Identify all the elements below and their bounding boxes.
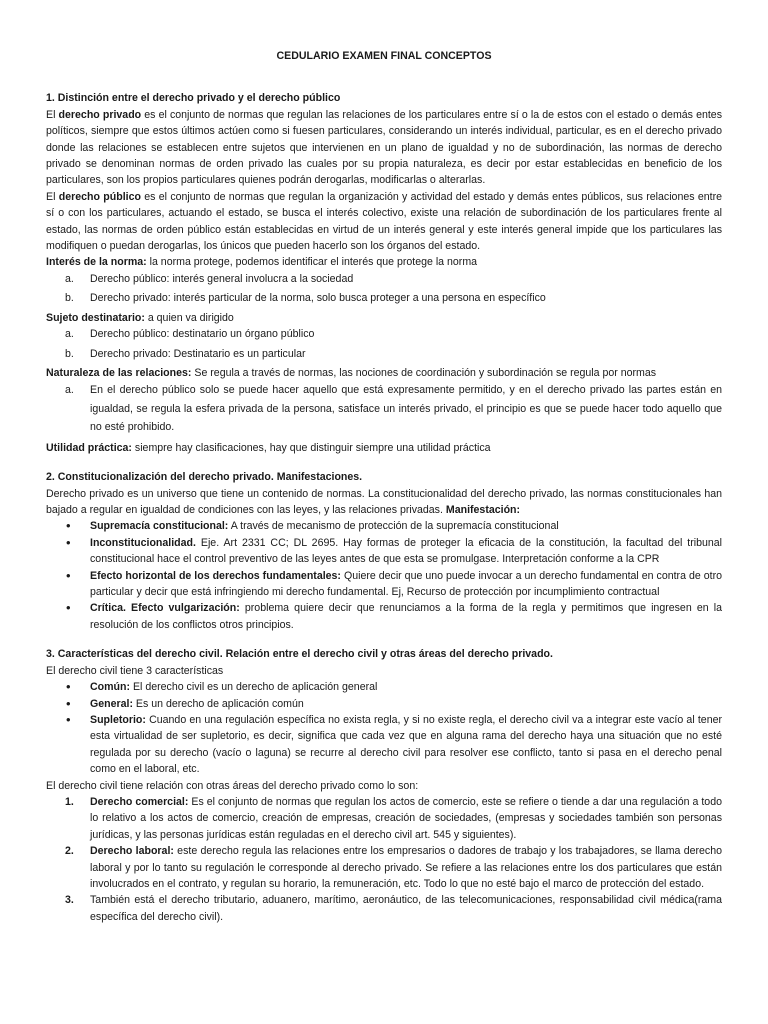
utilidad-practica: Utilidad práctica: siempre hay clasificaciones, hay que distinguir siempre una utilidad práctica bbox=[46, 441, 491, 454]
section-3-intro: El derecho civil tiene 3 características bbox=[46, 664, 224, 677]
manifestaciones-list bbox=[46, 518, 722, 633]
list-item: 1. Derecho comercial: Es el conjunto de normas que regulan los actos de comercio, este se refiere o tiende a dar una regulación a todo lo relativo a los actos de comercio, creación de empresas, creación de sociedades, (empresas y sociedades también son personas jurídicas, y las personas jurídicas están reguladas en el derecho civil art. 545 y siguientes). bbox=[65, 795, 722, 841]
paragraph-derecho-publico: El derecho público es el conjunto de normas que regulan la organización y actividad del estado y demás entes públicos, sus relaciones entre sí o con los particulares, actuando el estado, se busca el interés colectivo, existe una relación de subordinación de los particulares frente al estado, las normas de orden público están establecidas en virtud de un interés general y este interés general impide que los particulares las modifiquen o puedan derogarlas, los únicos que pueden hacerlo son los órganos del estado. bbox=[46, 190, 722, 253]
bullet-icon: • bbox=[66, 567, 71, 583]
list-item: • Inconstitucionalidad. Eje. Art 2331 CC; DL 2695. Hay formas de proteger la eficacia de la constitución, la facultad del tribunal constitucional hace el control preventivo de las leyes antes de que esta se promulgase. Interpretación conforme a la CPR bbox=[66, 534, 722, 566]
section-1-heading: 1. Distinción entre el derecho privado y el derecho público bbox=[46, 92, 341, 105]
interes-list bbox=[46, 271, 722, 307]
bullet-icon: • bbox=[66, 679, 71, 695]
section-3-heading: 3. Características del derecho civil. Relación entre el derecho civil y otras áreas del derecho privado. bbox=[46, 648, 553, 661]
list-item: a. Derecho público: interés general involucra a la sociedad bbox=[65, 272, 354, 285]
interes-norma: Interés de la norma: la norma protege, podemos identificar el interés que protege la norma bbox=[46, 256, 478, 269]
list-item: • Efecto horizontal de los derechos fundamentales: Quiere decir que uno puede invocar a un derecho fundamental en contra de otro particular y decir que está infringiendo mi derecho fundamental. Ej, Recurso de protección por incumplimiento contractual bbox=[66, 567, 722, 599]
bullet-icon: • bbox=[66, 518, 71, 534]
bullet-icon: • bbox=[66, 695, 71, 711]
relacion-list bbox=[46, 794, 722, 925]
section-1 bbox=[46, 90, 722, 456]
naturaleza-list bbox=[46, 381, 722, 437]
section-3 bbox=[46, 646, 722, 925]
section-2-intro: Derecho privado es un universo que tiene un contenido de normas. La constitucionalidad del derecho privado, las normas constitucionales han bajado a regular en igualdad de condiciones con las leyes, y las relaciones privadas. Manifestación: bbox=[46, 487, 722, 517]
list-item: • Común: El derecho civil es un derecho de aplicación general bbox=[66, 679, 378, 695]
sujeto-destinatario: Sujeto destinatario: a quien va dirigido bbox=[46, 311, 234, 324]
list-item: • Supletorio: Cuando en una regulación específica no exista regla, y si no existe regla, el derecho civil va a integrar este vacío al tener esta virtualidad de ser supletorio, es decir, significa que cada vez que en alguna rama del derecho haya una situación que no esté regulada por su derecho (vacío o laguna) se recurre al derecho civil para resolver ese conflicto, tanto si pasa en el derecho penal como en el laboral, etc. bbox=[66, 711, 722, 776]
list-item: • Crítica. Efecto vulgarización: problema quiere decir que renunciamos a la forma de la regla y permitimos que ingresen en la resolución de los conflictos otros principios. bbox=[66, 600, 722, 631]
list-item: a. Derecho público: destinatario un órgano público bbox=[65, 328, 315, 341]
bullet-icon: • bbox=[66, 600, 71, 616]
document-title: CEDULARIO EXAMEN FINAL CONCEPTOS bbox=[276, 50, 492, 62]
caracteristicas-list bbox=[46, 679, 722, 777]
naturaleza-relaciones: Naturaleza de las relaciones: Se regula a través de normas, las nociones de coordinación y subordinación se regula por normas bbox=[46, 366, 657, 379]
list-item: b. Derecho privado: interés particular de la norma, solo busca proteger a una persona en específico bbox=[65, 292, 546, 305]
list-item: • Supremacía constitucional: A través de mecanismo de protección de la supremacía constitucional bbox=[66, 518, 559, 534]
list-item: a. En el derecho público solo se puede hacer aquello que está expresamente permitido, y en el derecho privado las partes están en igualdad, se regula la esfera privada de la persona, satisface un interés privado, el principio es que se puede hacer todo aquello que no esté prohibido. bbox=[65, 384, 722, 434]
section-2-heading: 2. Constitucionalización del derecho privado. Manifestaciones. bbox=[46, 471, 363, 484]
relacion-intro: El derecho civil tiene relación con otras áreas del derecho privado como lo son: bbox=[46, 779, 419, 792]
list-item: b. Derecho privado: Destinatario es un particular bbox=[65, 347, 306, 360]
list-item: 3. También está el derecho tributario, aduanero, marítimo, aeronáutico, de las telecomunicaciones, responsabilidad civil médica(rama específica del derecho civil). bbox=[65, 894, 722, 923]
section-2 bbox=[46, 469, 722, 633]
bullet-icon: • bbox=[66, 534, 71, 550]
list-item: • General: Es un derecho de aplicación común bbox=[66, 695, 304, 711]
bullet-icon: • bbox=[66, 711, 71, 727]
sujeto-list bbox=[46, 326, 722, 362]
list-item: 2. Derecho laboral: este derecho regula las relaciones entre los empresarios o dadores de trabajo y los trabajadores, se llama derecho laboral y por lo tanto su regulación le corresponde al derecho privado. Se refiere a las relaciones entre los dos particulares que están involucrados en el contrato, y regulan su horario, la remuneración, etc. Todo lo que no esté bajo el marco de protección del estado. bbox=[65, 845, 722, 890]
paragraph-derecho-privado: El derecho privado es el conjunto de normas que regulan las relaciones de los particulares entre sí o la de estos con el estado o demás entes políticos, siempre que estos últimos actúen como si fuesen particulares, considerando un interés individual, particular, es en el derecho privado donde las relaciones se establecen entre sujetos que intervienen en un plano de igualdad y no de subordinación, las normas de derecho privado se denominan normas de orden privado las cuales por su propia naturaleza, es decir por estar establecidas en beneficio de los particulares, son los propios particulares quienes podrán derogarlas, modificarlas o alterarlas. bbox=[46, 108, 722, 187]
